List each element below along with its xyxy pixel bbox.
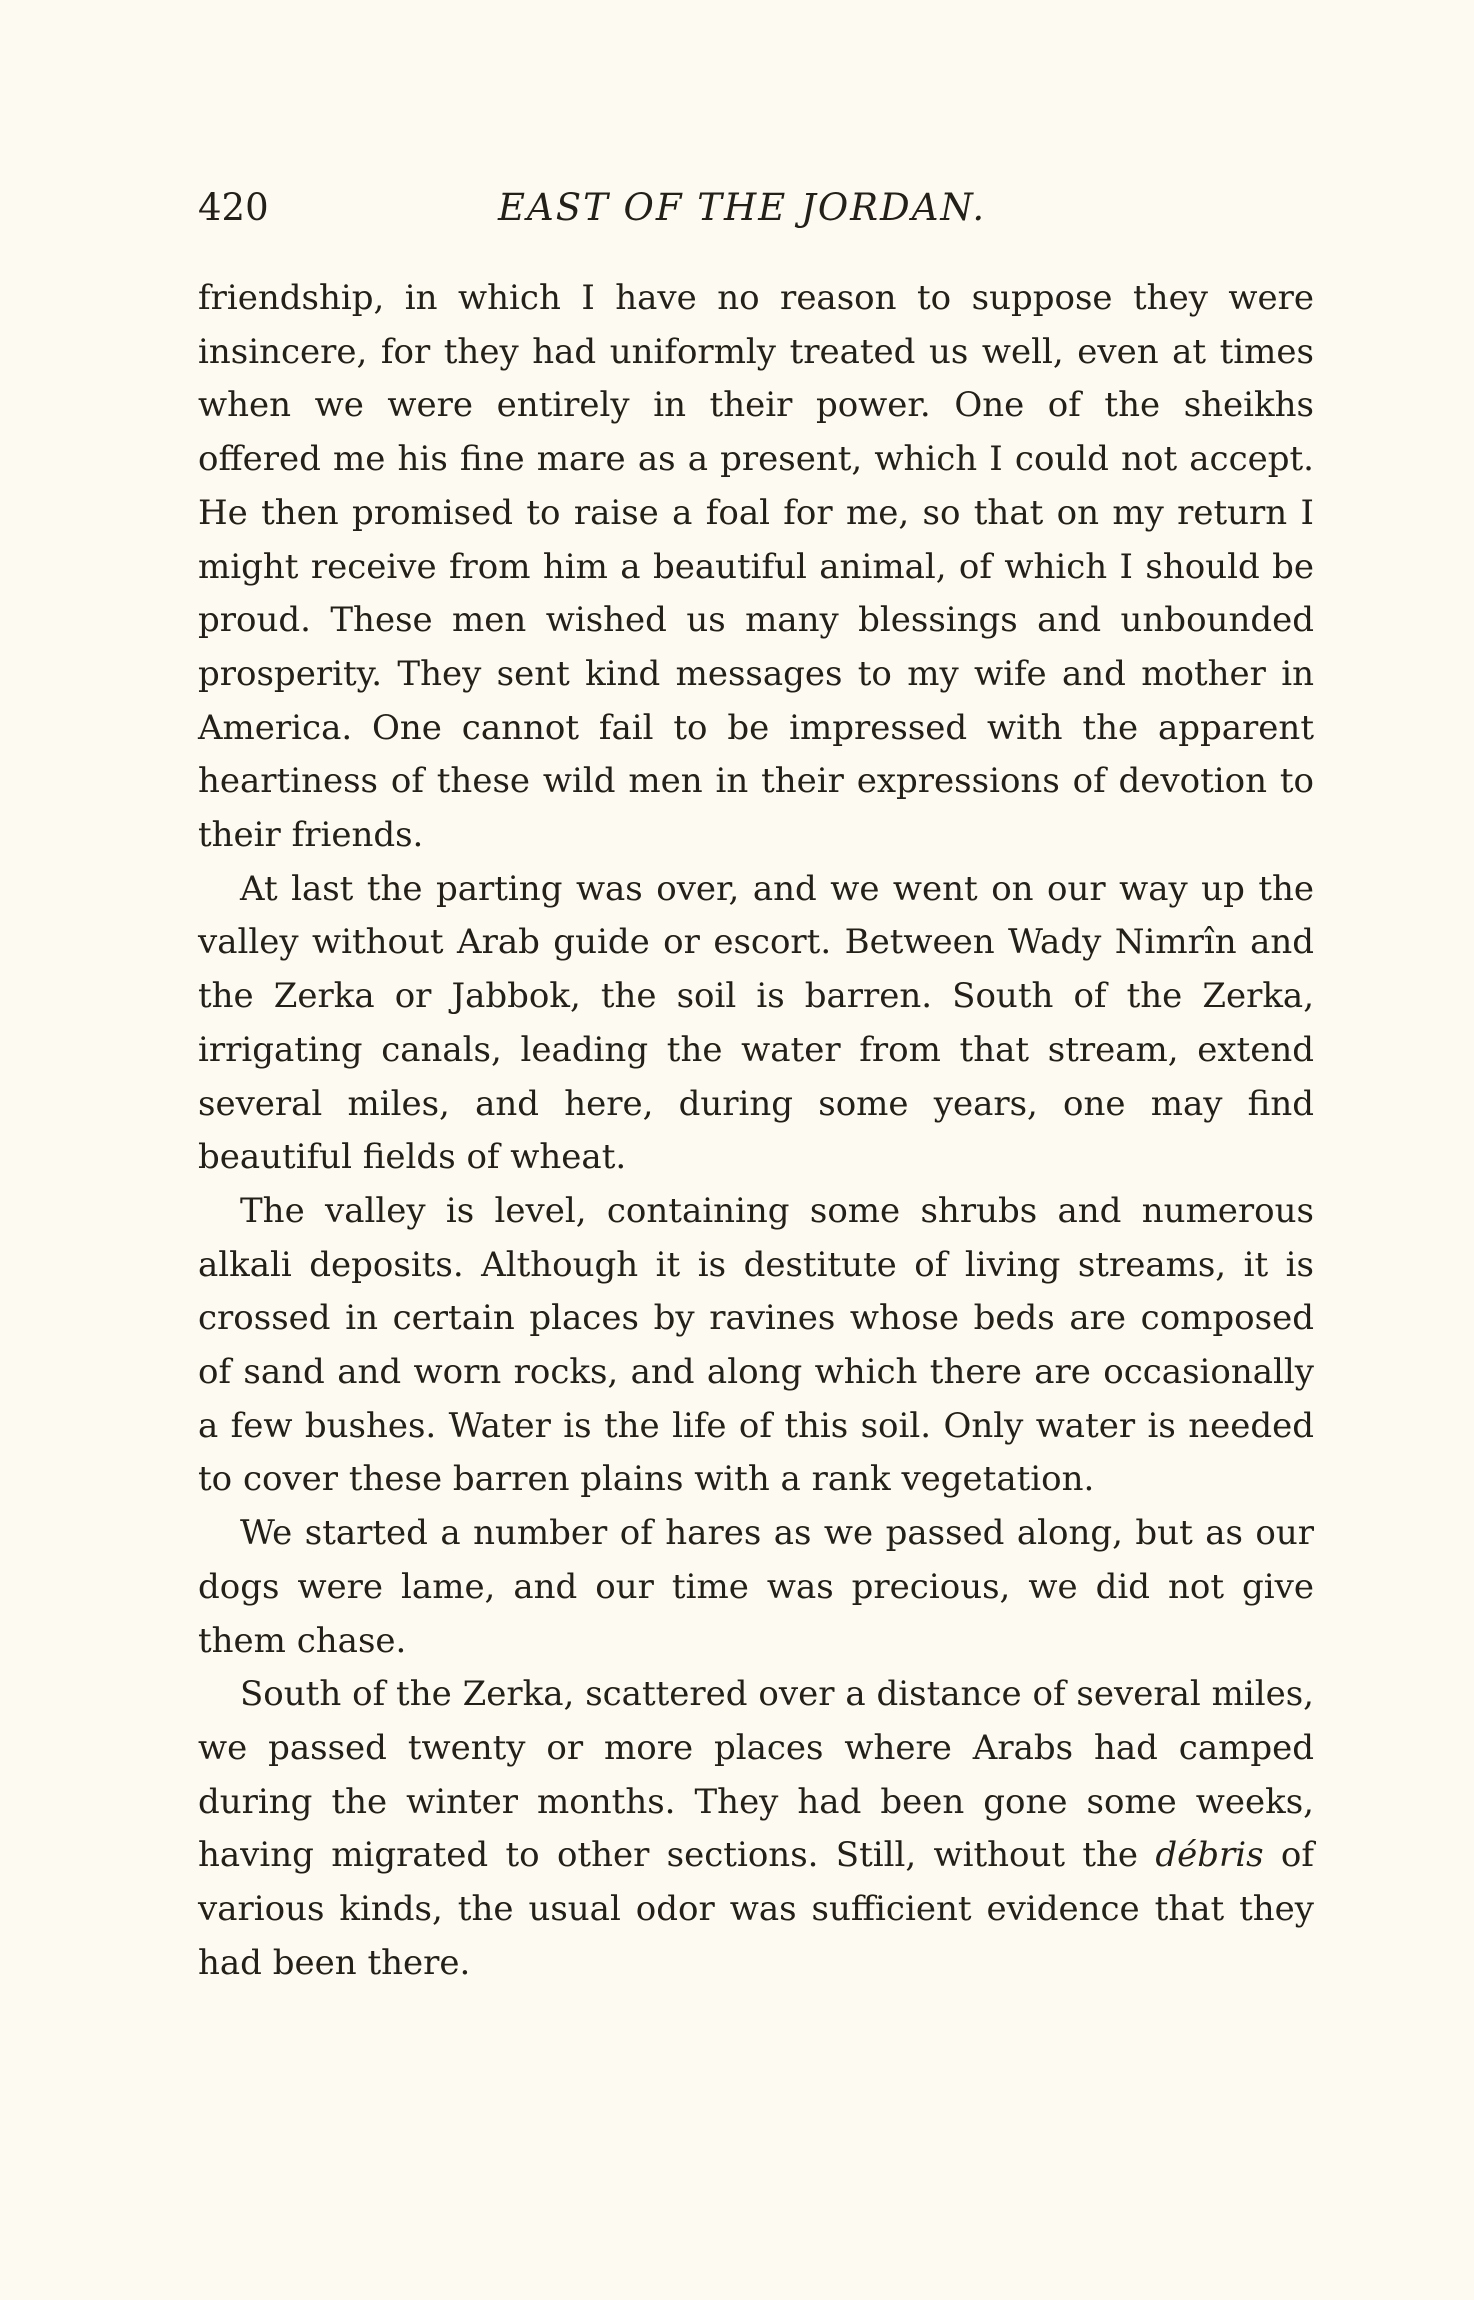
running-head <box>198 183 1314 233</box>
paragraph-camps <box>198 1668 1314 1990</box>
paragraph-camps-text-after: of various kinds, the usual odor was sufficient evidence that they had been there. <box>198 1835 1314 1983</box>
paragraph-continuation: friendship, in which I have no reason to suppose they were insincere, for they had uniformly treated us well, even at times when we were entirely in their power. One of the sheikhs offered me his fine mare as a present, which I could not accept. He then promised to raise a foal for me, so that on my return I might receive from him a beautiful animal, of which I should be proud. These men wished us many blessings and unbounded prosperity. They sent kind messages to my wife and mother in America. One cannot fail to be impressed with the apparent heartiness of these wild men in their expressions of devotion to their friends. <box>198 278 1314 856</box>
paragraph-camps-text-before: South of the Zerka, scattered over a distance of several miles, we passed twenty or more places where Arabs had camped during the winter months. They had been gone some weeks, having migrated to other sections. Still, without the <box>198 1674 1314 1876</box>
page-number: 420 <box>198 186 269 229</box>
running-title: EAST OF THE JORDAN. <box>498 186 987 229</box>
paragraph-valley: The valley is level, containing some shrubs and numerous alkali deposits. Although it is destitute of living streams, it is crossed in certain places by ravines whose beds are composed of sand and worn rocks, and along which there are occasionally a few bushes. Water is the life of this soil. Only water is needed to cover these barren plains with a rank vegetation. <box>198 1190 1314 1500</box>
italic-debris-word: débris <box>1155 1835 1264 1876</box>
paragraph-hares: We started a number of hares as we passed along, but as our dogs were lame, and our time was precious, we did not give them chase. <box>198 1513 1314 1661</box>
body-text <box>198 272 1314 1991</box>
paragraph-parting: At last the parting was over, and we went on our way up the valley without Arab guide or escort. Between Wady Nimrîn and the Zerka or Jabbok, the soil is barren. South of the Zerka, irrigating canals, leading the water from that stream, extend several miles, and here, during some years, one may find beautiful fields of wheat. <box>198 868 1314 1178</box>
